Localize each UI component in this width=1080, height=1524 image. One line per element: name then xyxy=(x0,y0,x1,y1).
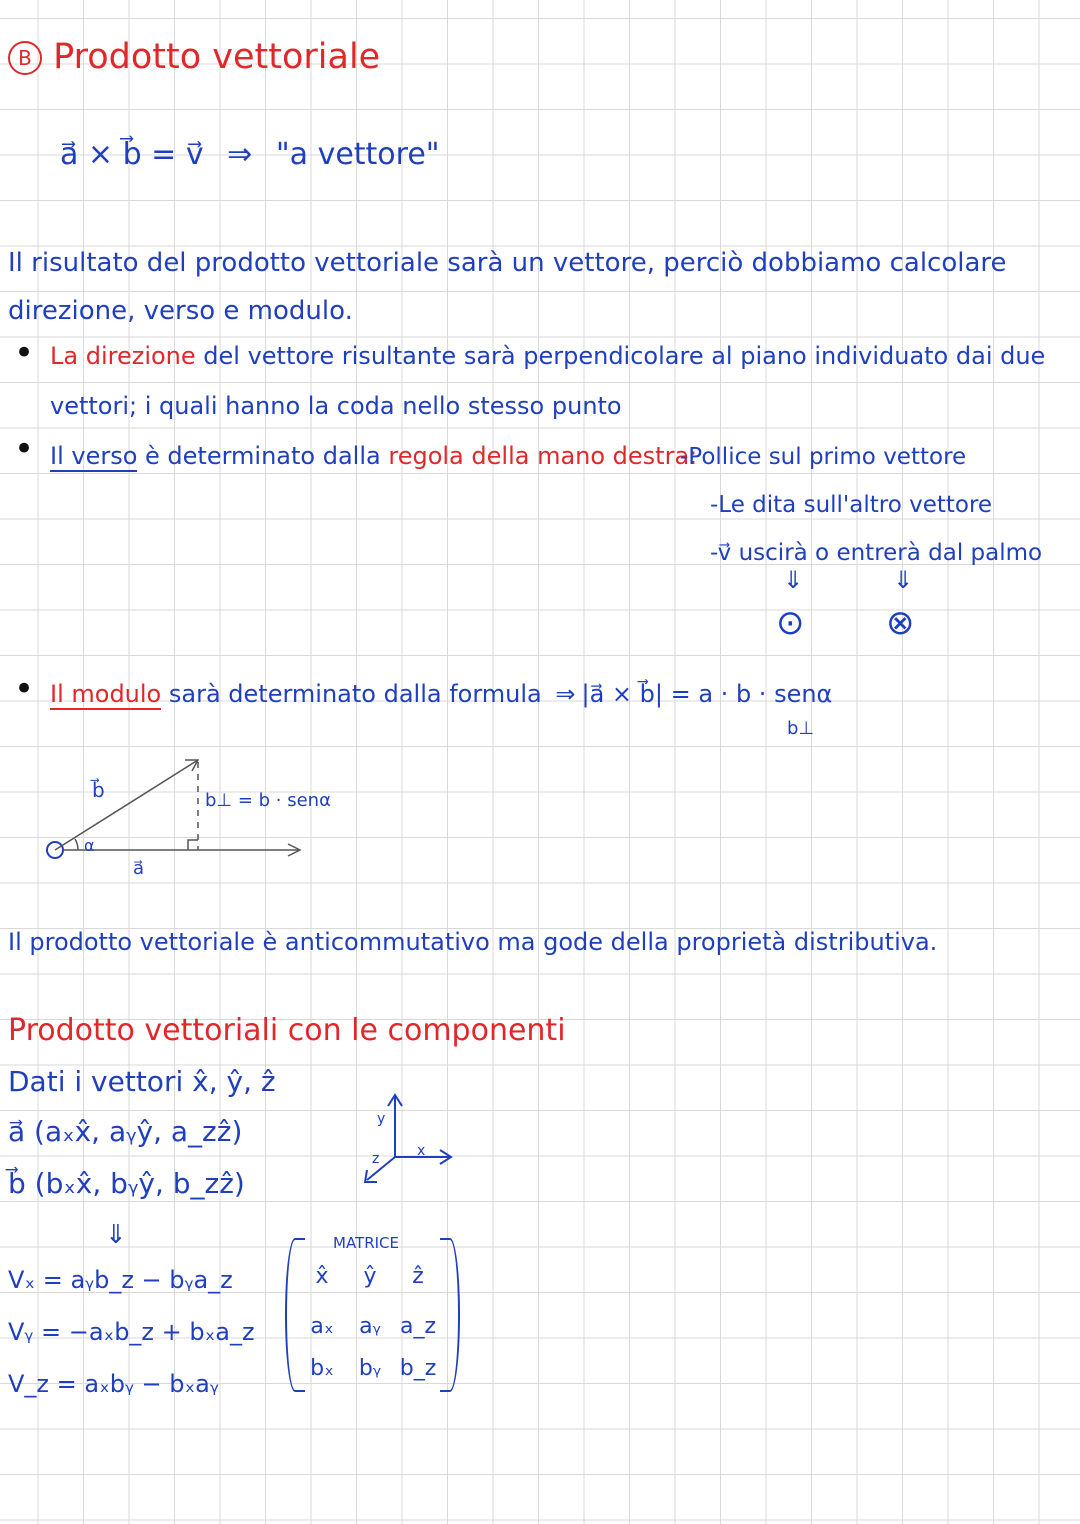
module-lead: Il modulo xyxy=(50,680,162,708)
verse-lead: Il verso xyxy=(50,442,138,470)
components-given: Dati i vettori x̂, ŷ, ẑ xyxy=(8,1065,276,1098)
intro-line-2: direzione, verso e modulo. xyxy=(8,296,353,326)
title-marker: B xyxy=(8,41,42,75)
matrix-label: MATRICE xyxy=(333,1234,399,1252)
verse-step-1: -Pollice sul primo vettore xyxy=(680,444,967,470)
verse-step-3: -v⃗ uscirà o entrerà dal palmo xyxy=(710,540,1043,566)
bullet-dot: • xyxy=(14,333,35,373)
down-arrow-out: ⇓ xyxy=(783,566,804,594)
matrix-cell: aₓ xyxy=(310,1314,334,1339)
bullet-dot: • xyxy=(14,429,35,469)
title-text: Prodotto vettoriale xyxy=(53,37,381,77)
matrix-right-bracket xyxy=(440,1238,460,1392)
diagram-label-a: a⃗ xyxy=(133,858,145,879)
top-formula-expr: a⃗ × b⃗ = v⃗ xyxy=(60,137,204,172)
matrix-cell: aᵧ xyxy=(359,1314,381,1339)
matrix-cell: ẑ xyxy=(412,1264,424,1289)
diagram-label-alpha: α xyxy=(84,836,95,855)
axis-label-x: x xyxy=(417,1143,426,1159)
matrix-cell: ŷ xyxy=(363,1264,377,1289)
page-title xyxy=(8,37,381,77)
vector-diagram xyxy=(30,750,330,884)
module-text: sarà determinato dalla formula xyxy=(161,680,542,708)
down-arrow-in: ⇓ xyxy=(893,566,914,594)
out-of-page-icon: ⊙ xyxy=(776,603,805,643)
bullet-dot: • xyxy=(14,669,35,709)
axis-label-z: z xyxy=(372,1151,380,1167)
direction-lead: La direzione xyxy=(50,342,196,370)
verse-line xyxy=(50,444,697,468)
intro-line-1: Il risultato del prodotto vettoriale sarà un vettore, perciò dobbiamo calcolare xyxy=(8,248,1007,278)
vector-b-components: b⃗ (bₓx̂, bᵧŷ, b_zẑ) xyxy=(8,1167,245,1200)
vector-diagram-svg xyxy=(30,750,330,880)
direction-rest: del vettore risultante sarà perpendicolare al piano individuato dai due xyxy=(195,342,1046,370)
top-formula-note: "a vettore" xyxy=(275,137,440,172)
into-page-icon: ⊗ xyxy=(886,603,915,643)
matrix-cell: bₓ xyxy=(310,1356,334,1381)
matrix xyxy=(285,1234,460,1388)
diagram-label-b: b⃗ xyxy=(92,778,105,802)
matrix-cell: a_z xyxy=(399,1314,437,1339)
components-heading: Prodotto vettoriali con le componenti xyxy=(8,1013,566,1048)
direction-line-2: vettori; i quali hanno la coda nello stesso punto xyxy=(50,392,622,420)
verse-rule-a: regola xyxy=(388,442,464,470)
module-sub-label: b⊥ xyxy=(787,718,815,739)
verse-rule-b: della mano destra: xyxy=(463,442,698,470)
axes-icon xyxy=(355,1092,465,1192)
matrix-cell: bᵧ xyxy=(358,1356,382,1381)
matrix-cell: b_z xyxy=(399,1356,437,1381)
verse-step-2: -Le dita sull'altro vettore xyxy=(710,492,993,518)
module-formula: |a⃗ × b⃗| = a · b · senα xyxy=(581,680,833,708)
components-down-arrow: ⇓ xyxy=(105,1220,127,1250)
direction-line-1 xyxy=(50,344,1045,368)
vector-a-components: a⃗ (aₓx̂, aᵧŷ, a_zẑ) xyxy=(8,1115,243,1148)
module-line xyxy=(50,682,832,706)
module-arrow: ⇒ xyxy=(555,680,576,708)
anticommutative-note: Il prodotto vettoriale è anticommutativo ma gode della proprietà distributiva. xyxy=(8,928,938,956)
top-formula xyxy=(60,137,440,172)
matrix-cell: x̂ xyxy=(315,1264,329,1289)
diagram-perp-label: b⊥ = b · senα xyxy=(205,790,331,811)
vx-formula: Vₓ = aᵧb_z − bᵧa_z xyxy=(8,1266,233,1294)
top-formula-arrow: ⇒ xyxy=(227,137,253,172)
verse-mid: è determinato dalla xyxy=(137,442,389,470)
axis-label-y: y xyxy=(377,1111,386,1127)
vz-formula: V_z = aₓbᵧ − bₓaᵧ xyxy=(8,1370,219,1398)
vy-formula: Vᵧ = −aₓb_z + bₓa_z xyxy=(8,1318,255,1346)
